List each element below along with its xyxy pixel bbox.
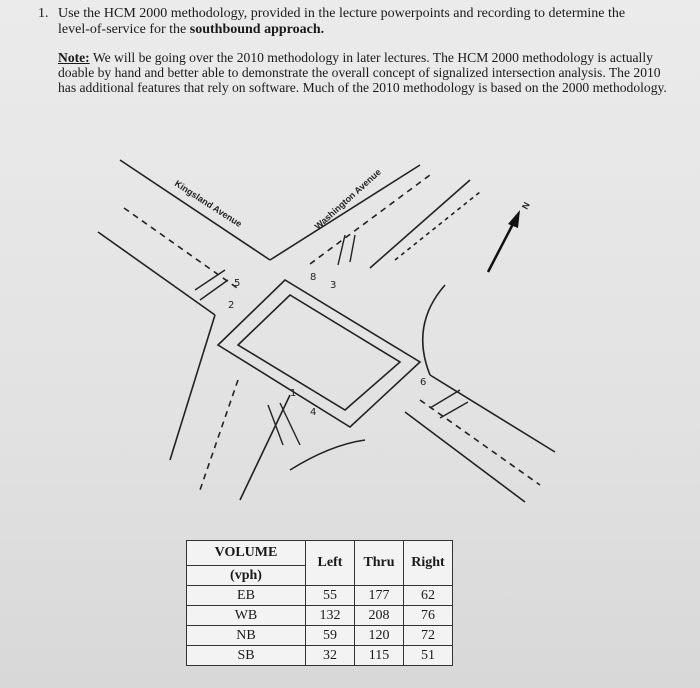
handwritten-5: 5: [234, 278, 241, 289]
note-label: Note:: [58, 50, 90, 65]
row-thru: 177: [355, 586, 404, 606]
north-label: N: [519, 200, 532, 211]
row-right: 72: [404, 626, 453, 646]
header-volume-line1: VOLUME: [214, 545, 278, 560]
kingsland-curb-north: [120, 160, 270, 260]
ne-corner-curve: [423, 285, 445, 375]
handwritten-6: 6: [420, 377, 427, 388]
table-row: [187, 626, 453, 646]
row-right: 51: [404, 646, 453, 666]
question-number: 1.: [38, 6, 49, 21]
question-text-bold: southbound approach.: [189, 22, 325, 37]
se-lane-line: [420, 400, 540, 485]
note-paragraph: [58, 50, 668, 95]
table-header-row: [187, 541, 453, 566]
washington-lane-line: [395, 192, 480, 260]
note-text: We will be going over the 2010 methodology in later lectures. The HCM 2000 methodology is actually doable by hand and better able to demonstrate the overall concept of signalized intersection analysis. The 2010 has additional features that rely on software. Much of the 2010 methodology is based on the 2000 methodology.: [58, 50, 667, 95]
kingsland-lane-line: [124, 208, 240, 290]
header-thru: Thru: [355, 541, 404, 586]
kingsland-avenue-label: Kingsland Avenue: [172, 178, 244, 230]
central-island-inner: [238, 295, 400, 410]
north-arrow-icon: [488, 210, 520, 272]
se-curb-south: [405, 412, 525, 502]
intersection-diagram: [0, 140, 700, 520]
washington-curb-west: [270, 165, 420, 260]
handwritten-3: 3: [330, 280, 337, 291]
se-corner-curve: [290, 440, 365, 470]
handwritten-2: 2: [228, 300, 235, 311]
table-row: [187, 606, 453, 626]
handwritten-1: 1: [290, 388, 297, 399]
question-text: [58, 6, 658, 38]
central-island-outer: [218, 280, 420, 427]
kingsland-curb-south: [98, 232, 215, 315]
row-thru: 208: [355, 606, 404, 626]
table-row: [187, 646, 453, 666]
header-vph: (vph): [187, 566, 306, 586]
row-dir: WB: [187, 606, 306, 626]
header-left: Left: [306, 541, 355, 586]
row-thru: 120: [355, 626, 404, 646]
sw-curb-east: [240, 395, 290, 500]
sw-curb-west: [170, 315, 215, 460]
washington-curb-east: [370, 180, 470, 268]
row-left: 132: [306, 606, 355, 626]
washington-avenue-label: Washington Avenue: [312, 166, 383, 232]
question-text-main: Use the HCM 2000 methodology, provided in the lecture powerpoints and recording to determine the level-of-service for the: [58, 6, 626, 37]
row-right: 76: [404, 606, 453, 626]
handwritten-8: 8: [310, 272, 317, 283]
sw-lane-line: [200, 380, 238, 490]
table-row: [187, 586, 453, 606]
row-dir: NB: [187, 626, 306, 646]
row-right: 62: [404, 586, 453, 606]
header-volume: [187, 541, 306, 566]
row-thru: 115: [355, 646, 404, 666]
header-right: Right: [404, 541, 453, 586]
row-left: 59: [306, 626, 355, 646]
row-dir: EB: [187, 586, 306, 606]
kingsland-lane-arrows-icon: [195, 270, 228, 300]
row-left: 32: [306, 646, 355, 666]
handwritten-4: 4: [310, 407, 317, 418]
volume-table: [186, 540, 453, 666]
washington-lane-arrows-icon: [338, 235, 355, 265]
row-left: 55: [306, 586, 355, 606]
row-dir: SB: [187, 646, 306, 666]
